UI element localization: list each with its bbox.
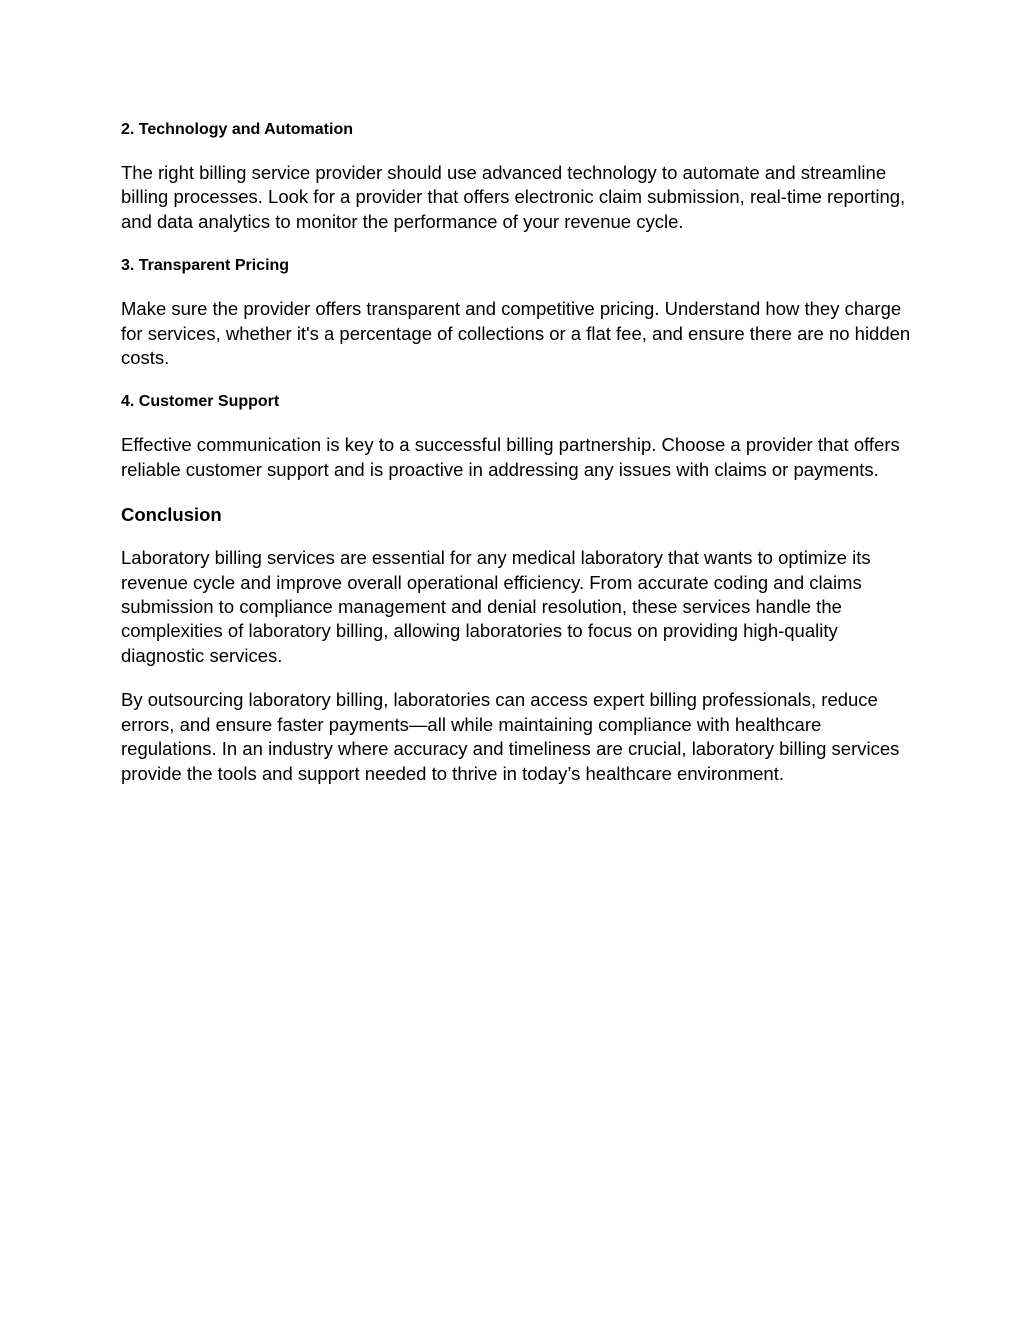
section-body-support: Effective communication is key to a successful billing partnership. Choose a provider that offers reliable customer support and is proactive in addressing any issues with claims or payments. bbox=[121, 434, 900, 480]
section-heading-support: 4. Customer Support bbox=[121, 393, 280, 411]
section-body-technology: The right billing service provider should use advanced technology to automate and streamline billing processes. Look for a provider that offers electronic claim submission, real-time reporting, and data analytics to monitor the performance of your revenue cycle. bbox=[121, 162, 906, 232]
conclusion-paragraph-1: Laboratory billing services are essential for any medical laboratory that wants to optimize its revenue cycle and improve overall operational efficiency. From accurate coding and claims submission to compliance management and denial resolution, these services handle the complexities of laboratory billing, allowing laboratories to focus on providing high-quality diagnostic services. bbox=[121, 547, 871, 666]
section-body-pricing: Make sure the provider offers transparent and competitive pricing. Understand how they charge for services, whether it's a percentage of collections or a flat fee, and ensure there are no hidden costs. bbox=[121, 298, 911, 369]
document-page bbox=[121, 118, 911, 786]
conclusion-heading: Conclusion bbox=[121, 504, 222, 526]
section-heading-technology: 2. Technology and Automation bbox=[121, 121, 353, 138]
conclusion-paragraph-2: By outsourcing laboratory billing, laboratories can access expert billing professionals, reduce errors, and ensure faster payments—all while maintaining compliance with healthcare regulations. In an industry where accuracy and timeliness are crucial, laboratory billing services provide the tools and support needed to thrive in today’s healthcare environment. bbox=[121, 689, 900, 784]
section-heading-pricing: 3. Transparent Pricing bbox=[121, 257, 290, 275]
